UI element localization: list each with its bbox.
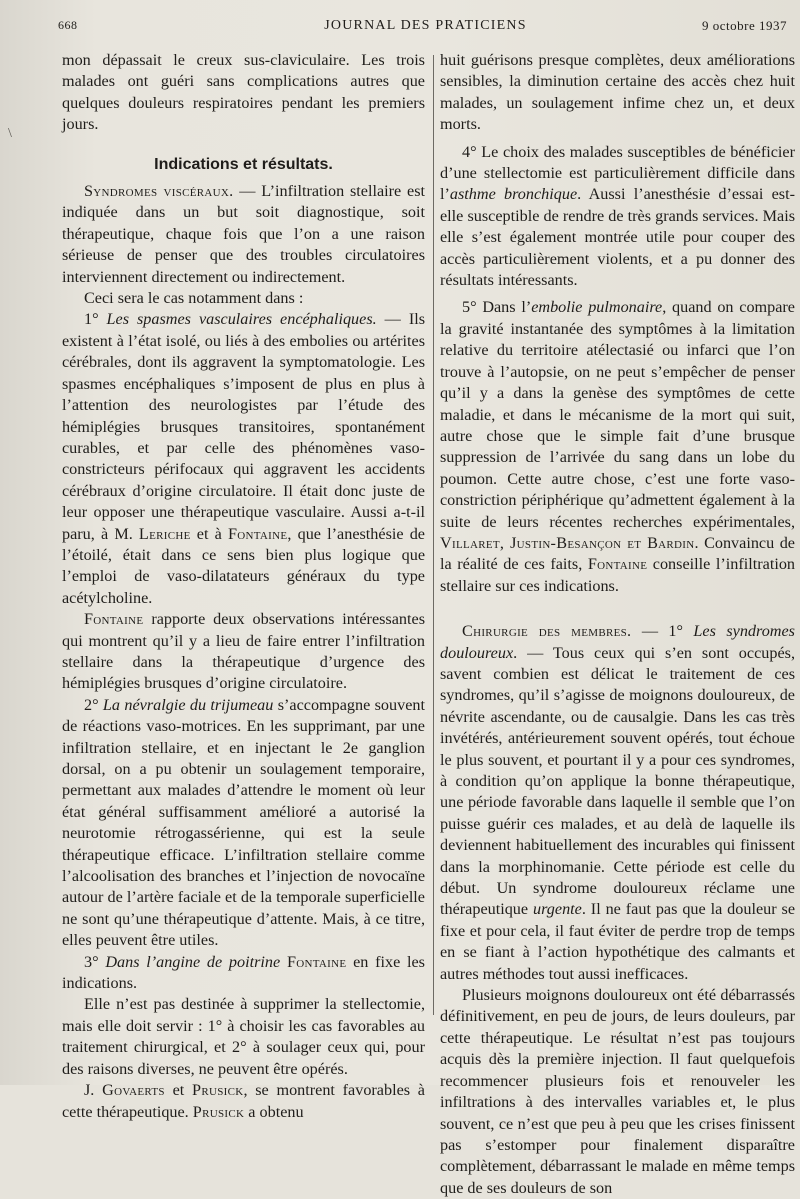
journal-title: JOURNAL DES PRATICIENS (324, 18, 527, 33)
emphasis: urgente (533, 900, 582, 919)
author-name: Fontaine (286, 952, 347, 971)
paragraph: J. Govaerts et Prusick, se montrent favorables à cette thérapeutique. Prusick a obtenu (62, 1081, 425, 1121)
paragraph: 3° Dans l’angine de poitrine Fontaine en fixe les indications. (62, 952, 425, 993)
paragraph: 1° Les spasmes vasculaires encéphaliques. — Ils existent à l’état isolé, ou liés à des embolies ou artérites cérébrales, dont ils aggravent la symptomatologie. Les spasmes encéphaliques s’imposent de plus en plus à l’attention des neurologistes par l’étude des hémiplégies brusques transitoires, spontanément curables, et par celle des phénomènes vaso-constricteurs périfocaux qui aggravent les accidents cérébraux d’origine circulatoire. Il était donc juste de leur opposer une thérapeutique vasculaire. Aussi a-t-il paru, à M. Leriche et à Fontaine, que l’anesthésie de l’étoilé, était dans ce sens bien plus logique que l’emploi de vaso-dilatateurs généraux du type acétylcholine. (62, 310, 426, 607)
author-names: Villaret, Justin-Besançon et Bardin (440, 533, 695, 552)
paragraph: Chirurgie des membres. — 1° Les syndromes douloureux. — Tous ceux qui s’en sont occupés, savent combien est délicat le traitement de ces syndromes, qu’il s’agisse de moignons douloureux, de névrite ascendante, ou de causalgie. Dans les cas très invétérés, antérieurement souvent opérés, tout échoue le plus souvent, et pourtant il y a pour ces syndromes, à condition qu’on applique la bonne thérapeutique, une période favorable dans laquelle il semble que l’on puisse guérir ces malades, et au delà de laquelle ils deviennent habituellement des incurables qui finissent dans la morphinomanie. Cette période est celle du début. Un syndrome douloureux réclame une thérapeutique urgente. Il ne faut pas que la douleur se fixe et pour cela, il faut éviter de perdre trop de temps en se fiant à l’action hypothétique des calmants et autres méthodes tout aussi inefficaces. (440, 622, 795, 983)
author-name: Leriche (138, 524, 191, 543)
item-title: Les spasmes vasculaires encéphaliques. (106, 310, 377, 329)
paragraph: 5° Dans l’embolie pulmonaire, quand on compare la gravité instantanée des symptômes à la limitation relative du territoire atélectasié ou infarci que l’on trouve à l’autopsie, on ne peut s’empêcher de penser qu’il y a dans la genèse des symptômes de cette maladie, et dans le mécanisme de la mort qui suit, autre chose que le simple fait d’une brusque suppression de l’arrivée du sang dans un lobe du poumon. Cette autre chose, c’est une forte vaso-constriction périphérique qu’admettent également à la suite de leurs récentes recherches expérimentales, Villaret, Justin-Besançon et Bardin. Convaincu de la réalité de ces faits, Fontaine conseille l’infiltration stellaire sur ces indications. (440, 298, 796, 595)
paragraph: Ceci sera le cas notamment dans : (84, 289, 304, 308)
author-name: Prusick (192, 1081, 244, 1100)
paragraph: 4° Le choix des malades susceptibles de bénéficier d’une stellectomie est particulièrement difficile dans l’asthme bronchique. Aussi l’anesthésie d’essai est-elle susceptible de rendre de très grands services. Mais elle s’est également montrée utile pour couper des accès particulièrement violents, et a pu donner des résultats intéressants. (440, 142, 796, 290)
item-title: Les syndromes douloureux (440, 622, 795, 662)
item-title: asthme bronchique (449, 185, 578, 204)
author-name: Govaerts (102, 1081, 165, 1100)
item-title: Dans l’angine de poitrine (105, 952, 281, 971)
author-name: Fontaine (84, 610, 144, 629)
section-lead: Syndromes viscéraux. (84, 182, 234, 201)
section-lead: Chirurgie des membres. (462, 622, 632, 641)
author-name: Prusick (192, 1102, 245, 1121)
author-name: Fontaine (587, 555, 648, 574)
right-column (440, 50, 795, 1199)
paragraph: mon dépassait le creux sus-claviculaire. Les trois malades ont guéri sans complications autres que quelques douleurs respiratoires pendant les premiers jours. (62, 51, 425, 134)
paragraph: Elle n’est pas destinée à supprimer la stellectomie, mais elle doit servir : 1° à choisir les cas favorables au traitement chirurgical, et 2° à soulager ceux qui, pour des raisons diverses, ne peuvent être opérés. (62, 995, 425, 1078)
column-divider (433, 55, 434, 1015)
section-title: Indications et résultats. (154, 155, 333, 173)
page-number: 668 (58, 18, 78, 32)
item-title: La névralgie du trijumeau (102, 695, 274, 714)
issue-date: 9 octobre 1937 (702, 18, 787, 33)
running-header (58, 18, 793, 42)
left-column (62, 50, 425, 1123)
item-title: embolie pulmonaire (531, 298, 663, 317)
margin-mark: \ (8, 126, 12, 141)
paragraph: Syndromes viscéraux. — L’infiltration stellaire est indiquée dans un but soit diagnostique, soit thérapeutique, chaque fois que l’on a une raison sérieuse de penser que des troubles circulatoires interviennent directement ou indirectement. (62, 182, 425, 286)
paragraph: huit guérisons presque complètes, deux améliorations sensibles, la diminution certaine des accès chez huit malades, un soulagement infime chez un, et deux morts. (440, 51, 795, 134)
paragraph: Plusieurs moignons douloureux ont été débarrassés définitivement, en peu de jours, de leurs douleurs, par cette thérapeutique. Le résultat n’est pas toujours acquis dès la première injection. Il faut quelquefois recommencer plusieurs fois et renouveler les infiltrations à des intervalles variables et, le plus souvent, ce n’est que peu à peu que les crises finissent pas s’estomper pour finalement disparaître complètement, débarrassant le malade en même temps que de ses douleurs de son (440, 986, 795, 1197)
paragraph: Fontaine rapporte deux observations intéressantes qui montrent qu’il y a lieu de faire entrer l’infiltration stellaire dans la thérapeutique d’urgence des hémiplégies brusques d’origine circulatoire. (62, 610, 425, 693)
paragraph: 2° La névralgie du trijumeau s’accompagne souvent de réactions vaso-motrices. En les supprimant, par une infiltration stellaire, et en injectant le 2e ganglion dorsal, on a pu obtenir un soulagement temporaire, permettant aux malades d’attendre le moment où leur état général suffisamment amélioré a autorisé la neurotomie rétrogassérienne, qui est la seule thérapeutique efficace. L’infiltration stellaire comme l’alcoolisation des branches et l’injection de novocaïne autour de l’artère faciale et de la temporale superficielle ne sont qu’une thérapeutique d’attente. Mais, à ce titre, elles peuvent être utiles. (62, 695, 425, 950)
author-name: Fontaine (228, 524, 288, 543)
